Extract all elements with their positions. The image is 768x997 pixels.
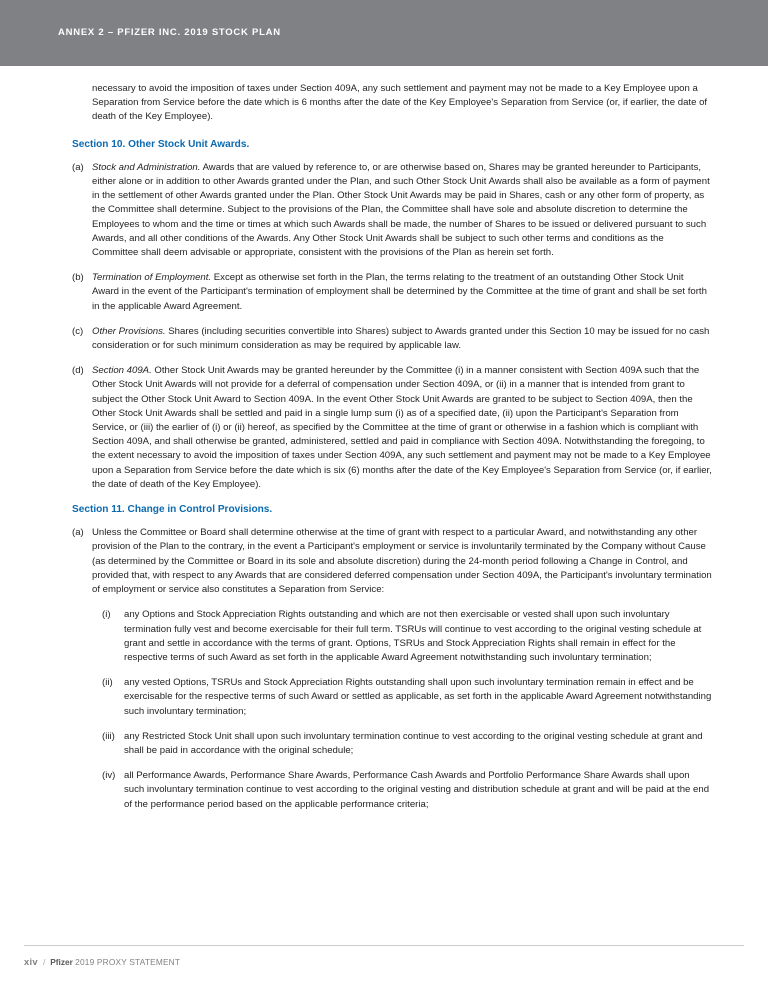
- footer-separator: /: [42, 957, 46, 967]
- clause-marker: (d): [72, 365, 84, 377]
- clause-marker: (b): [72, 272, 84, 284]
- clause-marker: (a): [72, 161, 84, 173]
- sub-clause-text: any Options and Stock Appreciation Rights outstanding and which are not then exercisable or vested shall upon such involuntary termination fully vest and become exercisable for their full term. TSRUs will continue to vest according to the original vesting schedule at grant and settle in accordance with the terms of grant. Options, TSRUs and Stock Appreciation Rights shall remain in effect for the respective terms of such Award as set forth in the applicable Award Agreement notwithstanding such involuntary termination;: [124, 609, 702, 663]
- clause-11a: [72, 526, 712, 597]
- footer-brand: Pfizer: [50, 957, 73, 967]
- intro-paragraph: necessary to avoid the imposition of taxes under Section 409A, any such settlement and payment may not be made to a Key Employee upon a Separation from Service before the date which is 6 months after the date of the Key Employee's Separation from Service (or, if earlier, the date of death of the Key Employee).: [92, 83, 708, 123]
- sub-clause-ii: [102, 676, 712, 719]
- sub-clause-i: [102, 608, 712, 665]
- clause-marker: (c): [72, 325, 84, 337]
- clause-10a: [72, 161, 712, 260]
- clause-10c: [72, 325, 712, 353]
- page-footer: [0, 945, 768, 997]
- sub-clause-text: all Performance Awards, Performance Share Awards, Performance Cash Awards and Portfolio Performance Share Awards shall upon such involuntary termination continue to vest according to the original vesting and distribution schedule at grant and will be paid at the end of the performance period based on the applicable performance criteria;: [124, 770, 710, 810]
- clause-marker: (a): [72, 527, 84, 539]
- clause-title: Section 409A.: [92, 365, 152, 377]
- sub-clause-marker: (iv): [102, 770, 116, 782]
- page-header-band: [0, 0, 768, 66]
- footer-page-number: xiv: [24, 956, 38, 967]
- clause-body-text: Except as otherwise set forth in the Plan, the terms relating to the treatment of an outstanding Other Stock Unit Award in the event of the Participant's termination of employment shall be determined by the Committee at the time of grant and shall be set forth in the applicable Award Agreement.: [92, 272, 707, 312]
- section-11-heading: Section 11. Change in Control Provisions.: [72, 504, 273, 516]
- clause-text: Unless the Committee or Board shall determine otherwise at the time of grant with respect to a particular Award, and notwithstanding any other provision of the Plan to the contrary, in the event a Participant's employment or service is involuntarily terminated by the Company without Cause (as determined by the Committee or Board in its sole and absolute discretion) during the 24-month period following a Change in Control, and provided that, with respect to any Awards that are considered deferred compensation under Section 409A, the Participant's involuntary termination of employment or service also constitutes a Separation from Service:: [92, 527, 712, 596]
- clause-text: [92, 364, 712, 492]
- clause-title: Stock and Administration.: [92, 161, 201, 173]
- sub-clause-iv: [102, 769, 712, 812]
- sub-clause-text: any Restricted Stock Unit shall upon such involuntary termination continue to vest according to the original vesting schedule at grant and shall be paid in accordance with the original schedule;: [124, 730, 703, 756]
- clause-10b: [72, 271, 712, 314]
- clause-text: [92, 325, 712, 353]
- footer-content: [24, 956, 180, 967]
- clause-body-text: Other Stock Unit Awards may be granted hereunder by the Committee (i) in a manner consistent with Section 409A such that the Other Stock Unit Awards will not provide for a deferral of compensation under Section 409A, or (ii) in a manner that is intended from grant to subject the Other Stock Unit Award to Section 409A. In the event Other Stock Unit Awards are granted to be subject to Section 409A, then the Other Stock Unit Awards shall be settled and paid in a single lump sum (i) as of a specified date, (ii) upon the Participant's Separation from Service, or (iii) the earlier of (i) or (ii) hereof, as specified by the Committee at the time of grant or otherwise in a fashion which is compliant with Section 409A, and shall otherwise be granted, administered, settled and paid in compliance with Section 409A. Notwithstanding the foregoing, to the extent necessary to avoid the imposition of taxes under Section 409A, any such settlement and payment may not be made to a Key Employee upon a Separation from Service before the date which is six (6) months after the date of the Key Employee's Separation from Service (or, if earlier, the date of death of the Key Employee).: [92, 365, 712, 490]
- page-header-title: ANNEX 2 – PFIZER INC. 2019 STOCK PLAN: [58, 27, 281, 38]
- clause-body-text: Shares (including securities convertible into Shares) subject to Awards granted under this Section 10 may be issued for no cash consideration or for such minimum consideration as may be required by applicable law.: [92, 325, 710, 352]
- clause-11a-sublist: [102, 608, 712, 811]
- sub-clause-text: any vested Options, TSRUs and Stock Appreciation Rights outstanding shall upon such involuntary termination remain in effect and be exercisable for the respective terms of such Award or settled as applicable, as set forth in the applicable Award Agreement notwithstanding such involuntary termination;: [124, 677, 712, 717]
- clause-10d: [72, 364, 712, 492]
- section-10-heading: Section 10. Other Stock Unit Awards.: [72, 138, 250, 150]
- sub-clause-marker: (i): [102, 609, 111, 621]
- clause-text: [92, 161, 712, 260]
- page-content: [0, 66, 768, 823]
- footer-divider: [24, 945, 744, 946]
- sub-clause-marker: (ii): [102, 677, 113, 689]
- sub-clause-marker: (iii): [102, 730, 115, 742]
- clause-title: Other Provisions.: [92, 325, 166, 337]
- sub-clause-iii: [102, 730, 712, 758]
- clause-title: Termination of Employment.: [92, 272, 212, 284]
- clause-text: [92, 271, 712, 314]
- footer-document-title: 2019 PROXY STATEMENT: [75, 957, 181, 967]
- clause-body-text: Awards that are valued by reference to, or are otherwise based on, Shares may be granted hereunder to Participants, either alone or in addition to other Awards granted under the Plan, and such Other Stock Unit Awards shall also be available as a form of payment in the settlement of other Awards granted under the Plan. Other Stock Unit Awards may be paid in Shares, cash or any other form of property, as the Committee shall determine. Subject to the provisions of the Plan, the Committee shall have sole and absolute discretion to determine the Employees to whom and the time or times at which such Awards shall be made, the number of Shares to be issued or delivered pursuant to such Awards, and all other conditions of the Awards. Any Other Stock Unit Awards shall be subject to such other terms and conditions as the Committee shall deem advisable or appropriate, consistent with the provisions of the Plan as herein set forth.: [92, 161, 710, 259]
